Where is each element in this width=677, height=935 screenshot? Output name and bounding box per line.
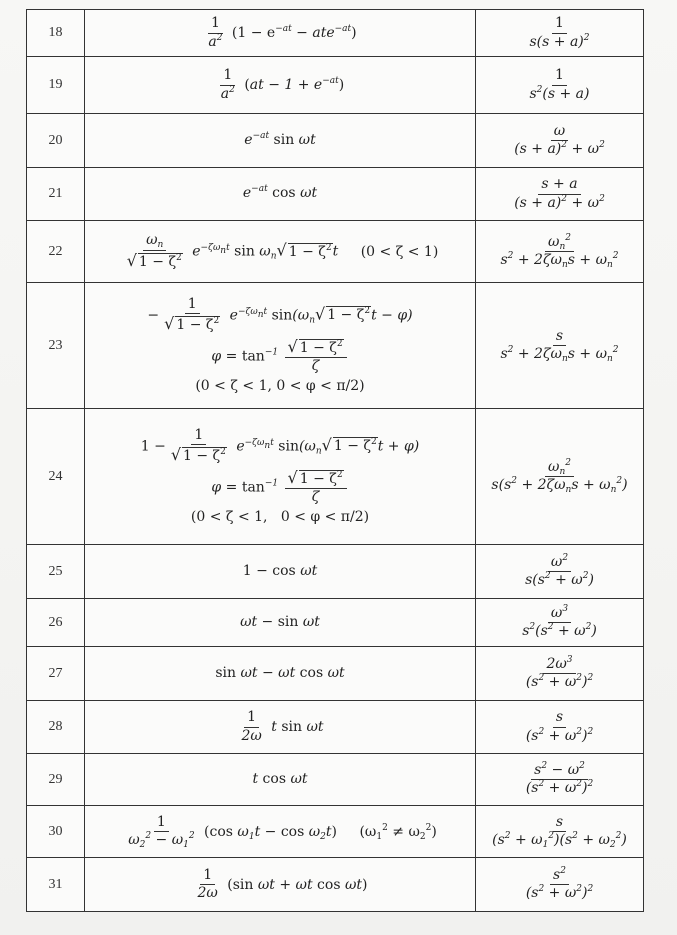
time-function: $\frac{1}{2\omega}$ (sin ωt + ωt cos ωt) bbox=[85, 858, 476, 912]
row-number: 21 bbox=[27, 168, 85, 221]
row-number: 25 bbox=[27, 545, 85, 599]
row-number: 22 bbox=[27, 221, 85, 283]
table-row bbox=[27, 545, 644, 599]
table-row bbox=[27, 221, 644, 283]
row-number: 23 bbox=[27, 283, 85, 409]
row-number: 18 bbox=[27, 10, 85, 57]
laplace-transform: $\frac{\omega}{(s + a)^2 + \omega^2}$ bbox=[476, 114, 644, 168]
time-function: $\frac{\omega_n}{√ 1 - \zeta^2}$ $e^{-\zeta\omega_nt}$ $\sin \omega_n√$ $1 - \zeta^2t$ (0 < ζ < 1) bbox=[85, 221, 476, 283]
row-number: 28 bbox=[27, 701, 85, 754]
time-function: $\frac{1}{2\omega}$ t sin ωt bbox=[85, 701, 476, 754]
laplace-transform: $\frac{s}{(s^2 + \omega^2)^2}$ bbox=[476, 701, 644, 754]
time-function: − $\frac{1}{√ 1 - \zeta^2}$ $e^{-\zeta\omega_nt}$ $\sin(\omega_n√$ $1 - \zeta^2t - \varphi$) $\varphi = \tan^{-1}$ $\frac{√ 1 - \zeta^2}{\zeta}$ (0 < ζ < 1, 0 < φ < π/2) bbox=[85, 283, 476, 409]
row-number: 27 bbox=[27, 647, 85, 701]
laplace-transform: $\frac{2\omega^3}{(s^2 + \omega^2)^2}$ bbox=[476, 647, 644, 701]
table-row bbox=[27, 858, 644, 912]
row-number: 26 bbox=[27, 599, 85, 647]
time-function: $e^{-at}$ sin ωt bbox=[85, 114, 476, 168]
time-function: 1 − $\frac{1}{√ 1 - \zeta^2}$ $e^{-\zeta\omega_nt}$ $\sin(\omega_n√$ $1 - \zeta^2t + \varphi$) $\varphi = \tan^{-1}$ $\frac{√ 1 - \zeta^2}{\zeta}$ (0 < ζ < 1, 0 < φ < π/2) bbox=[85, 409, 476, 545]
laplace-transform-table bbox=[26, 9, 644, 912]
time-function: t cos ωt bbox=[85, 754, 476, 806]
table-row bbox=[27, 10, 644, 57]
table-row bbox=[27, 168, 644, 221]
time-function: ωt − sin ωt bbox=[85, 599, 476, 647]
row-number: 31 bbox=[27, 858, 85, 912]
row-number: 30 bbox=[27, 806, 85, 858]
laplace-transform: $\frac{\omega_n^2}{s^2 + 2\zeta\omega_ns + \omega_n^2}$ bbox=[476, 221, 644, 283]
laplace-transform: $\frac{\omega^3}{s^2(s^2 + \omega^2)}$ bbox=[476, 599, 644, 647]
table-row bbox=[27, 754, 644, 806]
laplace-transform: $\frac{\omega_n^2}{s(s^2 + 2\zeta\omega_ns + \omega_n^2)}$ bbox=[476, 409, 644, 545]
row-number: 20 bbox=[27, 114, 85, 168]
table-row bbox=[27, 409, 644, 545]
time-function: sin ωt − ωt cos ωt bbox=[85, 647, 476, 701]
table-row bbox=[27, 701, 644, 754]
laplace-transform: $\frac{s}{s^2 + 2\zeta\omega_ns + \omega_n^2}$ bbox=[476, 283, 644, 409]
table-row bbox=[27, 806, 644, 858]
time-function: 1 − cos ωt bbox=[85, 545, 476, 599]
table-row bbox=[27, 283, 644, 409]
table-row bbox=[27, 647, 644, 701]
row-number: 24 bbox=[27, 409, 85, 545]
time-function: $\frac{1}{\omega_2^2 - \omega_1^2}$ (cos $\omega_1t - \cos \omega_2t$) $(\omega_1^2 \ne \omega_2^2)$ bbox=[85, 806, 476, 858]
row-number: 29 bbox=[27, 754, 85, 806]
laplace-transform: $\frac{1}{s(s + a)^2}$ bbox=[476, 10, 644, 57]
time-function: $\frac{1}{a^2}$ $(1 - e^{-at} - ate^{-at})$ bbox=[85, 10, 476, 57]
laplace-transform: $\frac{s^2 - \omega^2}{(s^2 + \omega^2)^2}$ bbox=[476, 754, 644, 806]
laplace-transform: $\frac{s + a}{(s + a)^2 + \omega^2}$ bbox=[476, 168, 644, 221]
table-row bbox=[27, 57, 644, 114]
time-function: $\frac{1}{a^2}$ $(at - 1 + e^{-at})$ bbox=[85, 57, 476, 114]
table-row bbox=[27, 599, 644, 647]
laplace-transform: $\frac{1}{s^2(s + a)}$ bbox=[476, 57, 644, 114]
laplace-transform: $\frac{s}{(s^2 + \omega_1^2)(s^2 + \omega_2^2)}$ bbox=[476, 806, 644, 858]
time-function: $e^{-at}$ cos ωt bbox=[85, 168, 476, 221]
row-number: 19 bbox=[27, 57, 85, 114]
laplace-transform: $\frac{s^2}{(s^2 + \omega^2)^2}$ bbox=[476, 858, 644, 912]
laplace-transform: $\frac{\omega^2}{s(s^2 + \omega^2)}$ bbox=[476, 545, 644, 599]
table-row bbox=[27, 114, 644, 168]
